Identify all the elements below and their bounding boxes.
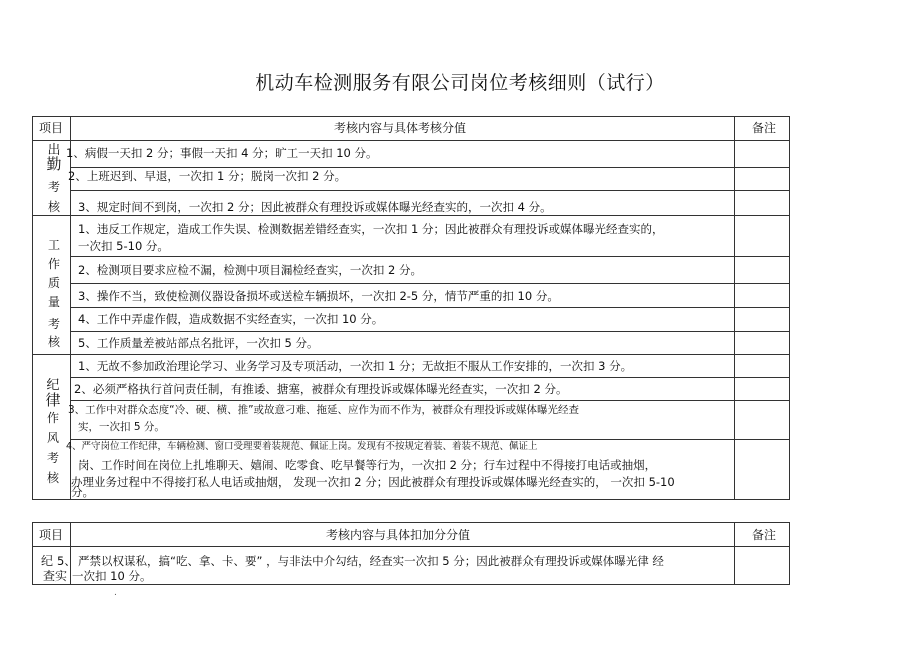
discipline-rule: 4、严守岗位工作纪律，车辆检测、窗口受理要着装规范、佩证上岗。发现有不按规定着装、着装不规范、佩证上: [66, 441, 538, 452]
quality-rule: 2、检测项目要求应检不漏，检测中项目漏检经查实，一次扣 2 分。: [78, 263, 422, 277]
header-remarks: 备注: [752, 121, 777, 135]
discipline-rule: 1、无故不参加政治理论学习、业务学习及专项活动，一次扣 1 分；无故拒不服从工作安排的，一次扣 3 分。: [78, 359, 633, 373]
header-content: 考核内容与具体考核分值: [334, 121, 467, 135]
row-divider: [70, 331, 789, 332]
assessment-table: [32, 116, 790, 500]
discipline-rule: 3、工作中对群众态度“冷、硬、横、推”或故意刁难、拖延、应作为而不作为，被群众有理投诉或媒体曝光经查: [68, 404, 580, 416]
header-item: 项目: [39, 528, 64, 542]
col-divider: [734, 523, 735, 584]
quality-rule-cont: 一次扣 5-10 分。: [78, 239, 169, 253]
attendance-rule: 2、上班迟到、早退，一次扣 1 分；脱岗一次扣 2 分。: [68, 169, 347, 183]
discipline-rule-cont: 办理业务过程中不得接打私人电话或抽烟， 发现一次扣 2 分；因此被群众有理投诉或媒体曝光经查实的， 一次扣 5-10: [71, 475, 675, 489]
category-label: 查实: [43, 569, 68, 583]
category-discipline: 纪 律 作 风 考 核: [45, 378, 61, 485]
section-divider: [33, 215, 789, 216]
category-label: 纪: [41, 554, 54, 568]
category-attendance: 出 勤 考 核: [46, 143, 62, 214]
rule-number: 5、: [57, 554, 76, 568]
row-divider: [70, 167, 789, 168]
row-divider: [70, 307, 789, 308]
row-divider: [70, 190, 789, 191]
discipline-rule-cont: 岗、工作时间在岗位上扎堆聊天、嬉闹、吃零食、吃早餐等行为，一次扣 2 分；行车过程中不得接打电话或抽烟，: [78, 458, 657, 472]
header-divider: [33, 546, 789, 547]
row-divider: [70, 283, 789, 284]
quality-rule: 1、违反工作规定，造成工作失误、检测数据差错经查实，一次扣 1 分；因此被群众有理投诉或媒体曝光经查实的，: [78, 222, 664, 236]
row-divider: [70, 377, 789, 378]
quality-rule: 4、工作中弄虚作假，造成数据不实经查实，一次扣 10 分。: [78, 312, 384, 326]
discipline-rule-cont: 分。: [71, 485, 94, 499]
header-remarks: 备注: [752, 528, 777, 542]
header-content: 考核内容与具体扣加分分值: [326, 528, 471, 542]
bonus-deduction-table: [32, 522, 790, 585]
integrity-rule: 严禁以权谋私，搞“吃、拿、卡、要” ，与非法中介勾结，经查实一次扣 5 分；因此被群众有理投诉或媒体曝光律 经: [78, 554, 664, 568]
page-title: 机动车检测服务有限公司岗位考核细则（试行）: [255, 72, 665, 94]
header-divider: [33, 140, 789, 141]
attendance-rule: 1、病假一天扣 2 分；事假一天扣 4 分；旷工一天扣 10 分。: [66, 146, 378, 160]
discipline-rule: 2、必须严格执行首问责任制，有推诿、搪塞，被群众有理投诉或媒体曝光经查实，一次扣 2 分。: [74, 382, 568, 396]
col-divider: [734, 117, 735, 499]
header-item: 项目: [39, 121, 64, 135]
quality-rule: 3、操作不当，致使检测仪器设备损坏或送检车辆损坏，一次扣 2-5 分，情节严重的扣 10 分。: [78, 289, 559, 303]
quality-rule: 5、工作质量差被站部点名批评，一次扣 5 分。: [78, 336, 319, 350]
row-divider: [70, 400, 789, 401]
attendance-rule: 3、规定时间不到岗，一次扣 2 分；因此被群众有理投诉或媒体曝光经查实的，一次扣 4 分。: [78, 200, 552, 214]
footnote-mark: .: [114, 588, 117, 598]
discipline-rule-cont: 实，一次扣 5 分。: [78, 421, 165, 433]
row-divider: [70, 256, 789, 257]
category-work-quality: 工 作 质 量 考 核: [47, 238, 60, 349]
integrity-rule-cont: 一次扣 10 分。: [72, 569, 152, 583]
section-divider: [33, 354, 789, 355]
